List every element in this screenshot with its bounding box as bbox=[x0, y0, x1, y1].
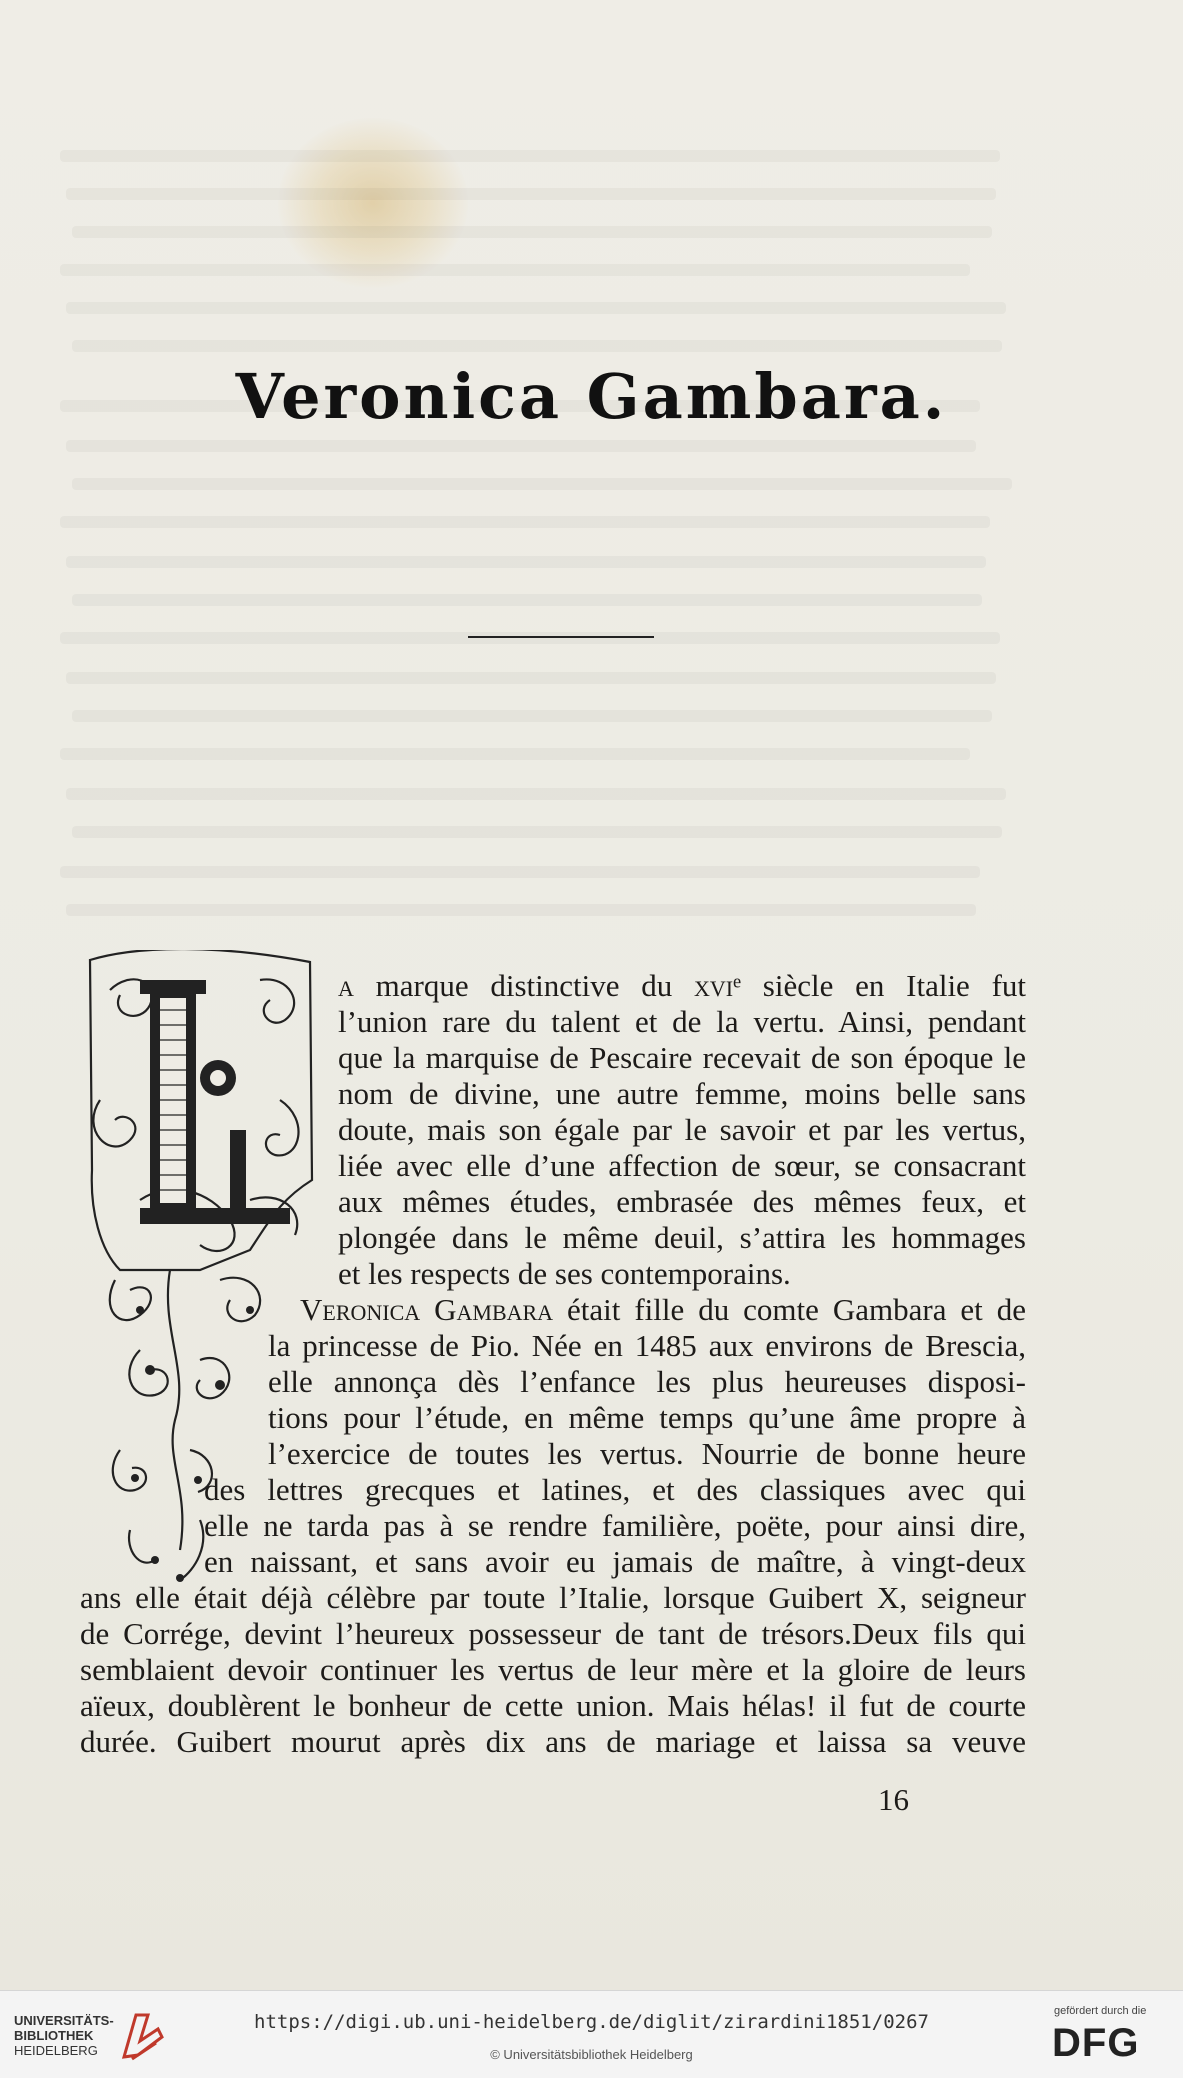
text-segment: des lettres grecques et latines, et des classiques avec qui bbox=[204, 1472, 1026, 1507]
bleed-through-line bbox=[60, 264, 970, 276]
text-segment: en naissant, et sans avoir eu jamais de maître, à vingt-deux bbox=[204, 1544, 1026, 1579]
text-segment: liée avec elle d’une affection de sœur, se consacrant bbox=[338, 1148, 1026, 1183]
text-segment: elle ne tarda pas à se rendre familière, poëte, pour ainsi dire, bbox=[204, 1508, 1026, 1543]
text-line bbox=[80, 1580, 1026, 1616]
text-segment: ᵉ siècle en Italie fut bbox=[733, 968, 1026, 1003]
bleed-through-line bbox=[72, 710, 992, 722]
text-segment: de Corrége, devint l’heureux possesseur de tant de trésors.Deux fils qui bbox=[80, 1616, 1026, 1651]
page-number: 16 bbox=[878, 1782, 909, 1817]
text-line bbox=[338, 1220, 1026, 1256]
text-line bbox=[204, 1508, 1026, 1544]
small-caps-text: Veronica Gambara bbox=[300, 1292, 554, 1327]
bleed-through-line bbox=[66, 188, 996, 200]
bleed-through-line bbox=[66, 904, 976, 916]
text-segment: ans elle était déjà célèbre par toute l’Italie, lorsque Guibert X, seigneur bbox=[80, 1580, 1026, 1615]
small-caps-text: a bbox=[338, 968, 354, 1003]
bleed-through-line bbox=[66, 788, 1006, 800]
text-segment: elle annonça dès l’enfance les plus heureuses disposi- bbox=[268, 1364, 1026, 1399]
text-line bbox=[268, 1328, 1026, 1364]
bleed-through-line bbox=[66, 672, 996, 684]
bleed-through-line bbox=[66, 440, 976, 452]
text-segment: était fille du comte Gambara et de bbox=[553, 1292, 1026, 1327]
text-line bbox=[268, 1436, 1026, 1472]
text-segment: tions pour l’étude, en même temps qu’une âme propre à bbox=[268, 1400, 1026, 1435]
text-segment: l’exercice de toutes les vertus. Nourrie de bonne heure bbox=[268, 1436, 1026, 1471]
text-line bbox=[80, 1616, 1026, 1652]
funding-label: gefördert durch die bbox=[1054, 2005, 1147, 2017]
bleed-through-line bbox=[72, 478, 1012, 490]
bleed-through-line bbox=[72, 226, 992, 238]
small-caps-text: xvi bbox=[694, 968, 734, 1003]
text-line bbox=[204, 1472, 1026, 1508]
bleed-through-line bbox=[72, 340, 1002, 352]
text-line bbox=[338, 1256, 1026, 1292]
text-segment: marque distinctive du bbox=[353, 968, 694, 1003]
text-line bbox=[338, 1184, 1026, 1220]
text-segment: que la marquise de Pescaire recevait de son époque le bbox=[338, 1040, 1026, 1075]
text-segment: et les respects de ses contemporains. bbox=[338, 1256, 791, 1291]
text-line bbox=[204, 1544, 1026, 1580]
page-url-link[interactable]: https://digi.ub.uni-heidelberg.de/diglit/zirardini1851/0267 bbox=[254, 2011, 929, 2033]
text-line bbox=[338, 1004, 1026, 1040]
text-line bbox=[268, 1364, 1026, 1400]
page-title: Veronica Gambara. bbox=[235, 360, 948, 433]
copyright-text: © Universitätsbibliothek Heidelberg bbox=[490, 2047, 693, 2062]
text-segment: semblaient devoir continuer les vertus de leur mère et la gloire de leurs bbox=[80, 1652, 1026, 1687]
text-segment: aux mêmes études, embrasée des mêmes feux, et bbox=[338, 1184, 1026, 1219]
bleed-through-line bbox=[60, 866, 980, 878]
bleed-through-line bbox=[66, 302, 1006, 314]
text-segment: nom de divine, une autre femme, moins belle sans bbox=[338, 1076, 1026, 1111]
paper-stain bbox=[278, 118, 468, 288]
dfg-logo: DFG bbox=[1052, 2021, 1140, 2065]
text-segment: aïeux, doublèrent le bonheur de cette union. Mais hélas! il fut de courte bbox=[80, 1688, 1026, 1723]
text-line bbox=[80, 1688, 1026, 1724]
bleed-through-line bbox=[60, 516, 990, 528]
text-line bbox=[338, 1112, 1026, 1148]
title-divider bbox=[468, 636, 654, 638]
text-segment: plongée dans le même deuil, s’attira les hommages bbox=[338, 1220, 1026, 1255]
footer-bar bbox=[0, 1990, 1183, 2078]
text-segment: la princesse de Pio. Née en 1485 aux environs de Brescia, bbox=[268, 1328, 1026, 1363]
text-segment: l’union rare du talent et de la vertu. Ainsi, pendant bbox=[338, 1004, 1026, 1039]
bleed-through-line bbox=[72, 594, 982, 606]
text-line bbox=[80, 1724, 1026, 1760]
bleed-through-line bbox=[60, 748, 970, 760]
library-name: UNIVERSITÄTS- BIBLIOTHEK HEIDELBERG bbox=[14, 2013, 114, 2058]
text-line bbox=[338, 968, 1026, 1004]
bleed-through-line bbox=[72, 826, 1002, 838]
text-segment: durée. Guibert mourut après dix ans de mariage et laissa sa veuve bbox=[80, 1724, 1026, 1759]
bleed-through-line bbox=[60, 150, 1000, 162]
bleed-through-line bbox=[66, 556, 986, 568]
text-line bbox=[300, 1292, 1026, 1328]
text-line bbox=[268, 1400, 1026, 1436]
text-line bbox=[338, 1076, 1026, 1112]
text-line bbox=[80, 1652, 1026, 1688]
bleed-through-line bbox=[60, 632, 1000, 644]
text-line bbox=[338, 1040, 1026, 1076]
text-line bbox=[338, 1148, 1026, 1184]
text-segment: doute, mais son égale par le savoir et par les vertus, bbox=[338, 1112, 1026, 1147]
